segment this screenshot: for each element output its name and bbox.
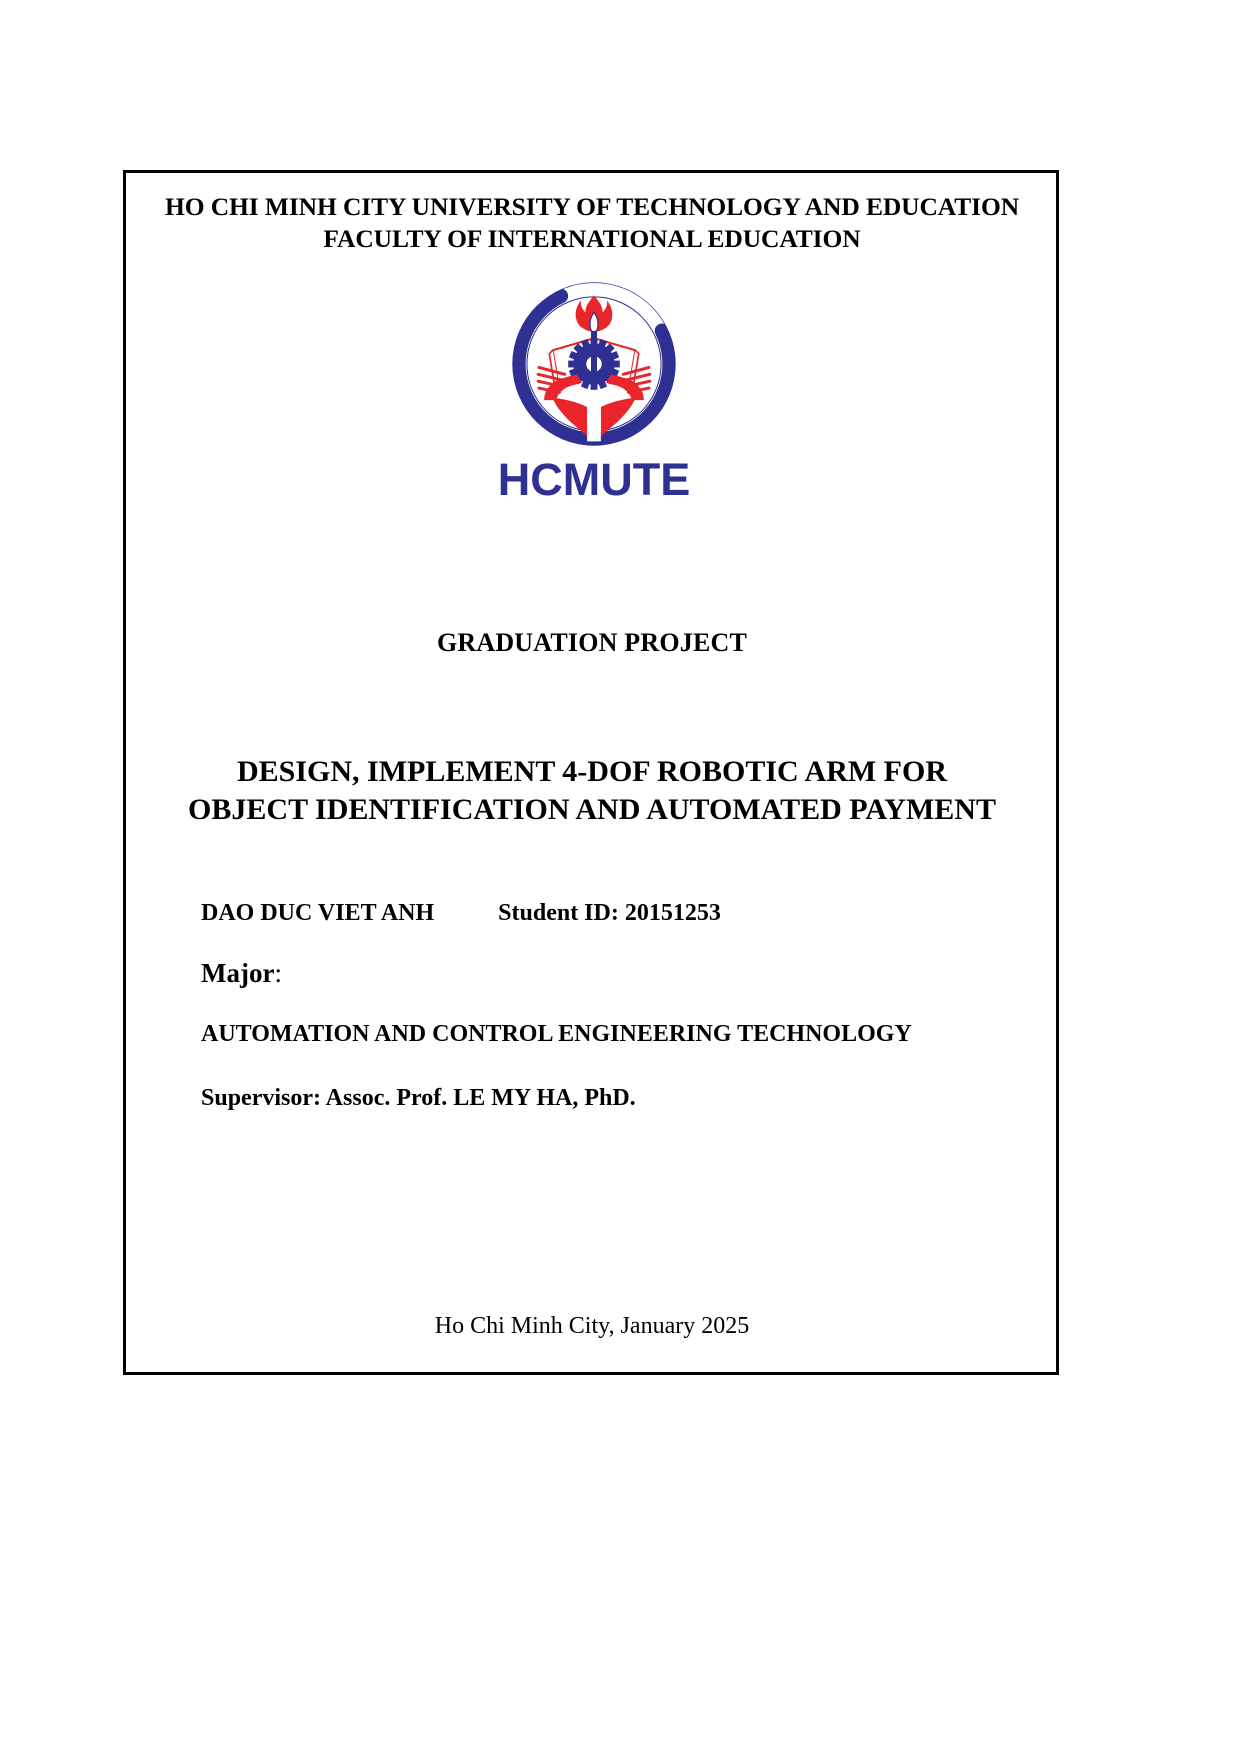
- major-colon: :: [274, 958, 282, 988]
- supervisor-line: Supervisor: Assoc. Prof. LE MY HA, PhD.: [201, 1085, 636, 1111]
- student-id-label: Student ID: [498, 900, 611, 926]
- faculty-name-line: FACULTY OF INTERNATIONAL EDUCATION: [323, 224, 861, 253]
- logo-block: [126, 278, 1062, 505]
- project-type-heading: GRADUATION PROJECT: [436, 628, 748, 657]
- major-label: Major: [201, 958, 275, 988]
- page-border-frame: [123, 170, 1059, 1375]
- major-value: AUTOMATION AND CONTROL ENGINEERING TECHNOLOGY: [201, 1021, 912, 1047]
- student-name: DAO DUC VIET ANH: [201, 900, 435, 926]
- student-row: [201, 900, 1041, 927]
- logo-wordmark: HCMUTE: [497, 454, 691, 505]
- student-id-value: 20151253: [624, 900, 721, 926]
- major-label-row: [201, 958, 1041, 989]
- university-name-line-1: HO CHI MINH CITY UNIVERSITY OF TECHNOLOGY AND EDUCATION: [164, 192, 1020, 221]
- hcmute-logo-icon: [508, 278, 680, 450]
- cover-content: [126, 173, 1056, 1372]
- place-and-date: Ho Chi Minh City, January 2025: [434, 1313, 750, 1339]
- student-id-separator: :: [610, 900, 625, 926]
- project-title: DESIGN, IMPLEMENT 4-DOF ROBOTIC ARM FOR OBJECT IDENTIFICATION AND AUTOMATED PAYMENT: [188, 755, 996, 827]
- student-id-group: [498, 900, 721, 927]
